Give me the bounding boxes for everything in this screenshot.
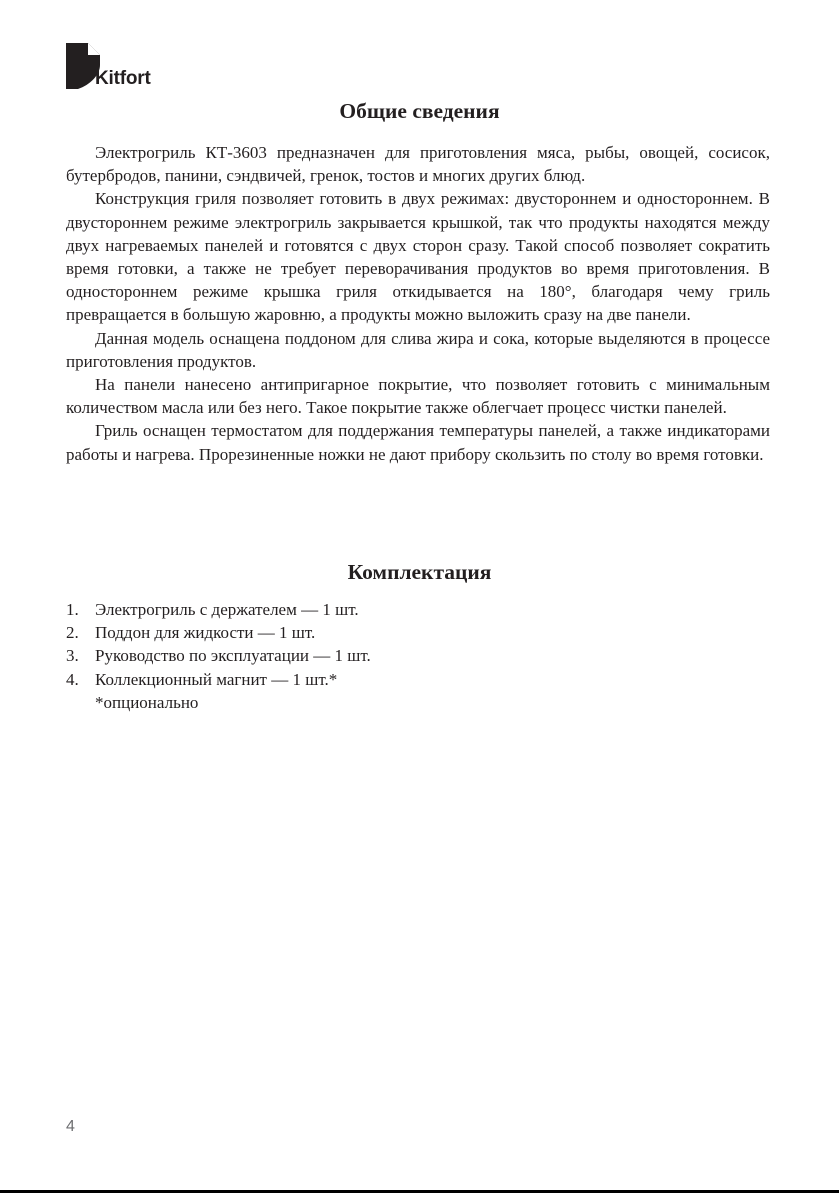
list-item-text: Поддон для жидкости — 1 шт. bbox=[95, 623, 316, 643]
list-item bbox=[66, 668, 566, 691]
section-title-general: Общие сведения bbox=[339, 99, 500, 123]
logo-wordmark: Kitfort bbox=[95, 68, 151, 89]
paragraph: На панели нанесено антипригарное покрытие, что позволяет готовить с минимальным количеством масла или без него. Такое покрытие также облегчает процесс чистки панелей. bbox=[66, 375, 770, 418]
brand-logo bbox=[66, 43, 176, 91]
list-item bbox=[66, 644, 566, 667]
list-item-number: 4. bbox=[66, 669, 79, 689]
list-item-text: Коллекционный магнит — 1 шт.* bbox=[95, 669, 338, 689]
kit-footnote: *опционально bbox=[95, 692, 199, 712]
list-item-text: Руководство по эксплуатации — 1 шт. bbox=[95, 646, 371, 666]
list-item-text: Электрогриль с держателем — 1 шт. bbox=[95, 600, 359, 619]
paragraph: Электрогриль КТ-3603 предназначен для приготовления мяса, рыбы, овощей, сосисок, бутербродов, панини, сэндвичей, гренок, тостов и многих других блюд. bbox=[66, 143, 770, 186]
paragraph: Данная модель оснащена поддоном для слива жира и сока, которые выделяются в процессе приготовления продуктов. bbox=[66, 328, 770, 371]
page-number: 4 bbox=[66, 1118, 75, 1135]
list-item-number: 3. bbox=[66, 646, 79, 666]
paragraph: Гриль оснащен термостатом для поддержания температуры панелей, а также индикаторами работы и нагрева. Прорезиненные ножки не дают прибору скользить по столу во время готовки. bbox=[66, 421, 770, 464]
kit-list bbox=[66, 598, 566, 714]
list-item-number: 2. bbox=[66, 623, 79, 643]
list-item bbox=[66, 621, 566, 644]
list-item-number: 1. bbox=[66, 600, 79, 619]
list-item bbox=[66, 598, 566, 621]
section-title-kit: Комплектация bbox=[347, 560, 492, 584]
general-body bbox=[66, 141, 770, 466]
paragraph: Конструкция гриля позволяет готовить в двух режимах: двустороннем и одностороннем. В двустороннем режиме электрогриль закрывается крышкой, так что продукты находятся между двух нагреваемых панелей и готовятся с двух сторон сразу. Такой способ позволяет сократить время готовки, а также не требует переворачивания продуктов во время приготовления. В одностороннем режиме крышка гриля откидывается на 180°, благодаря чему гриль превращается в большую жаровню, а продукты можно выложить сразу на две панели. bbox=[66, 189, 770, 325]
